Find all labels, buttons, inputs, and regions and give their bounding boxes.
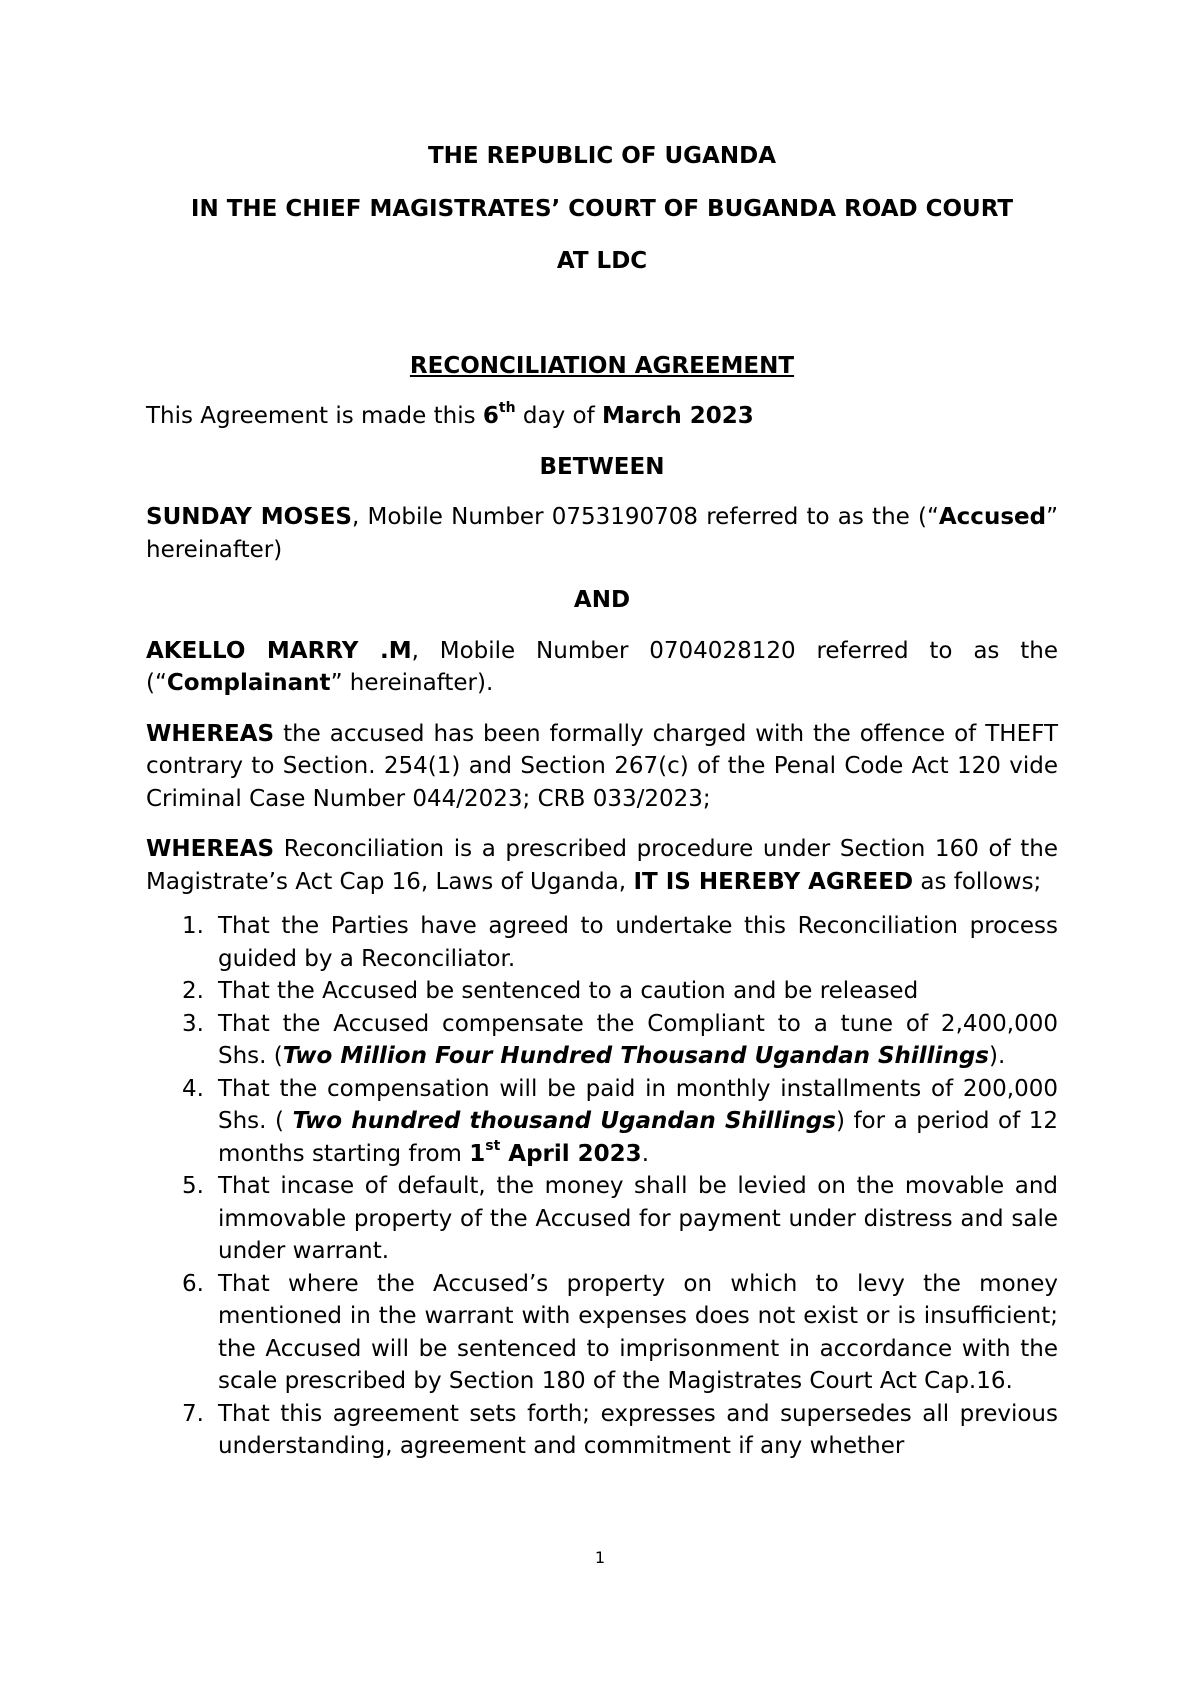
header-location: AT LDC: [556, 248, 648, 274]
term-amount-words: Two hundred thousand Ugandan Shillings: [292, 1108, 836, 1134]
term-number: 4.: [182, 1075, 204, 1102]
header-court: IN THE CHIEF MAGISTRATES’ COURT OF BUGANDA ROAD COURT: [190, 195, 1014, 222]
accused-details: , Mobile Number 0753190708 referred to as the (“: [352, 504, 939, 530]
term-text: That where the Accused’s property on which to levy the money mentioned in the warrant with expenses does not exist or is insufficient; the Accused will be sentenced to imprisonment in accordance with the scale prescribed by Section 180 of the Magistrates Court Act Cap.16.: [218, 1270, 1058, 1394]
term-text-after: ) for a period of 12 months starting from: [218, 1108, 1058, 1167]
term-item: [146, 1398, 1058, 1463]
header-republic: THE REPUBLIC OF UGANDA: [427, 143, 776, 169]
term-number: 1.: [182, 913, 204, 939]
date-prefix: This Agreement is made this: [146, 403, 483, 429]
accused-party: [146, 501, 1058, 566]
term-item: [146, 910, 1058, 975]
complainant-name: AKELLO MARRY .M: [146, 637, 412, 664]
term-end: .: [641, 1140, 649, 1167]
whereas-keyword: WHEREAS: [146, 720, 275, 747]
page-number: 1: [594, 1548, 606, 1567]
and-heading: AND: [573, 587, 631, 613]
term-text-after: ).: [988, 1043, 1006, 1069]
term-number: 7.: [182, 1400, 204, 1427]
term-text: That the Accused compensate the Compliant to a tune of 2,400,000 Shs. (: [218, 1010, 1058, 1069]
term-item: [146, 1073, 1058, 1171]
whereas-procedure-clause: [146, 833, 1058, 898]
term-text: That the Accused be sentenced to a caution and be released: [218, 978, 919, 1004]
term-text: That this agreement sets forth; expresses and supersedes all previous understanding, agreement and commitment if any whether: [218, 1400, 1058, 1459]
accused-name: SUNDAY MOSES: [146, 504, 352, 530]
whereas-procedure-text: Reconciliation is a prescribed procedure under Section 160 of the Magistrate’s Act Cap 16, Laws of Uganda,: [146, 836, 1058, 895]
start-month: April 2023: [500, 1140, 642, 1167]
whereas-charge-clause: [146, 718, 1058, 816]
terms-list: [146, 910, 1058, 1463]
complainant-closing: ” hereinafter).: [330, 670, 494, 696]
term-text: That the compensation will be paid in monthly installments of 200,000 Shs. (: [218, 1075, 1058, 1134]
term-item: [146, 1008, 1058, 1073]
document-title: RECONCILIATION AGREEMENT: [409, 352, 795, 379]
agreement-date-line: [146, 400, 1058, 433]
between-heading: BETWEEN: [539, 453, 665, 480]
complainant-details: , Mobile Number 0704028120 referred to as the (“: [146, 637, 1058, 696]
term-text: That the Parties have agreed to undertake this Reconciliation process guided by a Reconciliator.: [218, 913, 1058, 972]
term-number: 2.: [182, 978, 204, 1004]
accused-role: Accused: [938, 504, 1047, 530]
complainant-role: Complainant: [166, 670, 331, 696]
term-text: That incase of default, the money shall be levied on the movable and immovable property of the Accused for payment under distress and sale under warrant.: [218, 1173, 1058, 1264]
date-day: 6: [482, 403, 499, 429]
start-day-suffix: st: [485, 1137, 501, 1154]
term-number: 5.: [182, 1173, 204, 1199]
accused-closing: ” hereinafter): [146, 504, 1058, 563]
date-month-year: March 2023: [602, 403, 754, 429]
document-body: [146, 140, 1058, 1463]
term-number: 3.: [182, 1010, 204, 1037]
start-day: 1: [469, 1140, 486, 1167]
date-day-suffix: th: [498, 400, 516, 417]
whereas-keyword: WHEREAS: [146, 836, 275, 862]
term-item: [146, 975, 1058, 1008]
whereas-charge-text: the accused has been formally charged with the offence of THEFT contrary to Section. 254(1) and Section 267(c) of the Penal Code Act 120 vide Criminal Case Number 044/2023; CRB 033/2023;: [146, 720, 1058, 812]
term-item: [146, 1268, 1058, 1398]
term-item: [146, 1170, 1058, 1268]
date-middle: day of: [515, 403, 602, 429]
complainant-party: [146, 635, 1058, 700]
term-amount-words: Two Million Four Hundred Thousand Ugandan Shillings: [282, 1043, 989, 1069]
term-number: 6.: [182, 1270, 204, 1297]
hereby-agreed: IT IS HEREBY AGREED: [633, 868, 914, 895]
whereas-procedure-tail: as follows;: [913, 868, 1042, 895]
